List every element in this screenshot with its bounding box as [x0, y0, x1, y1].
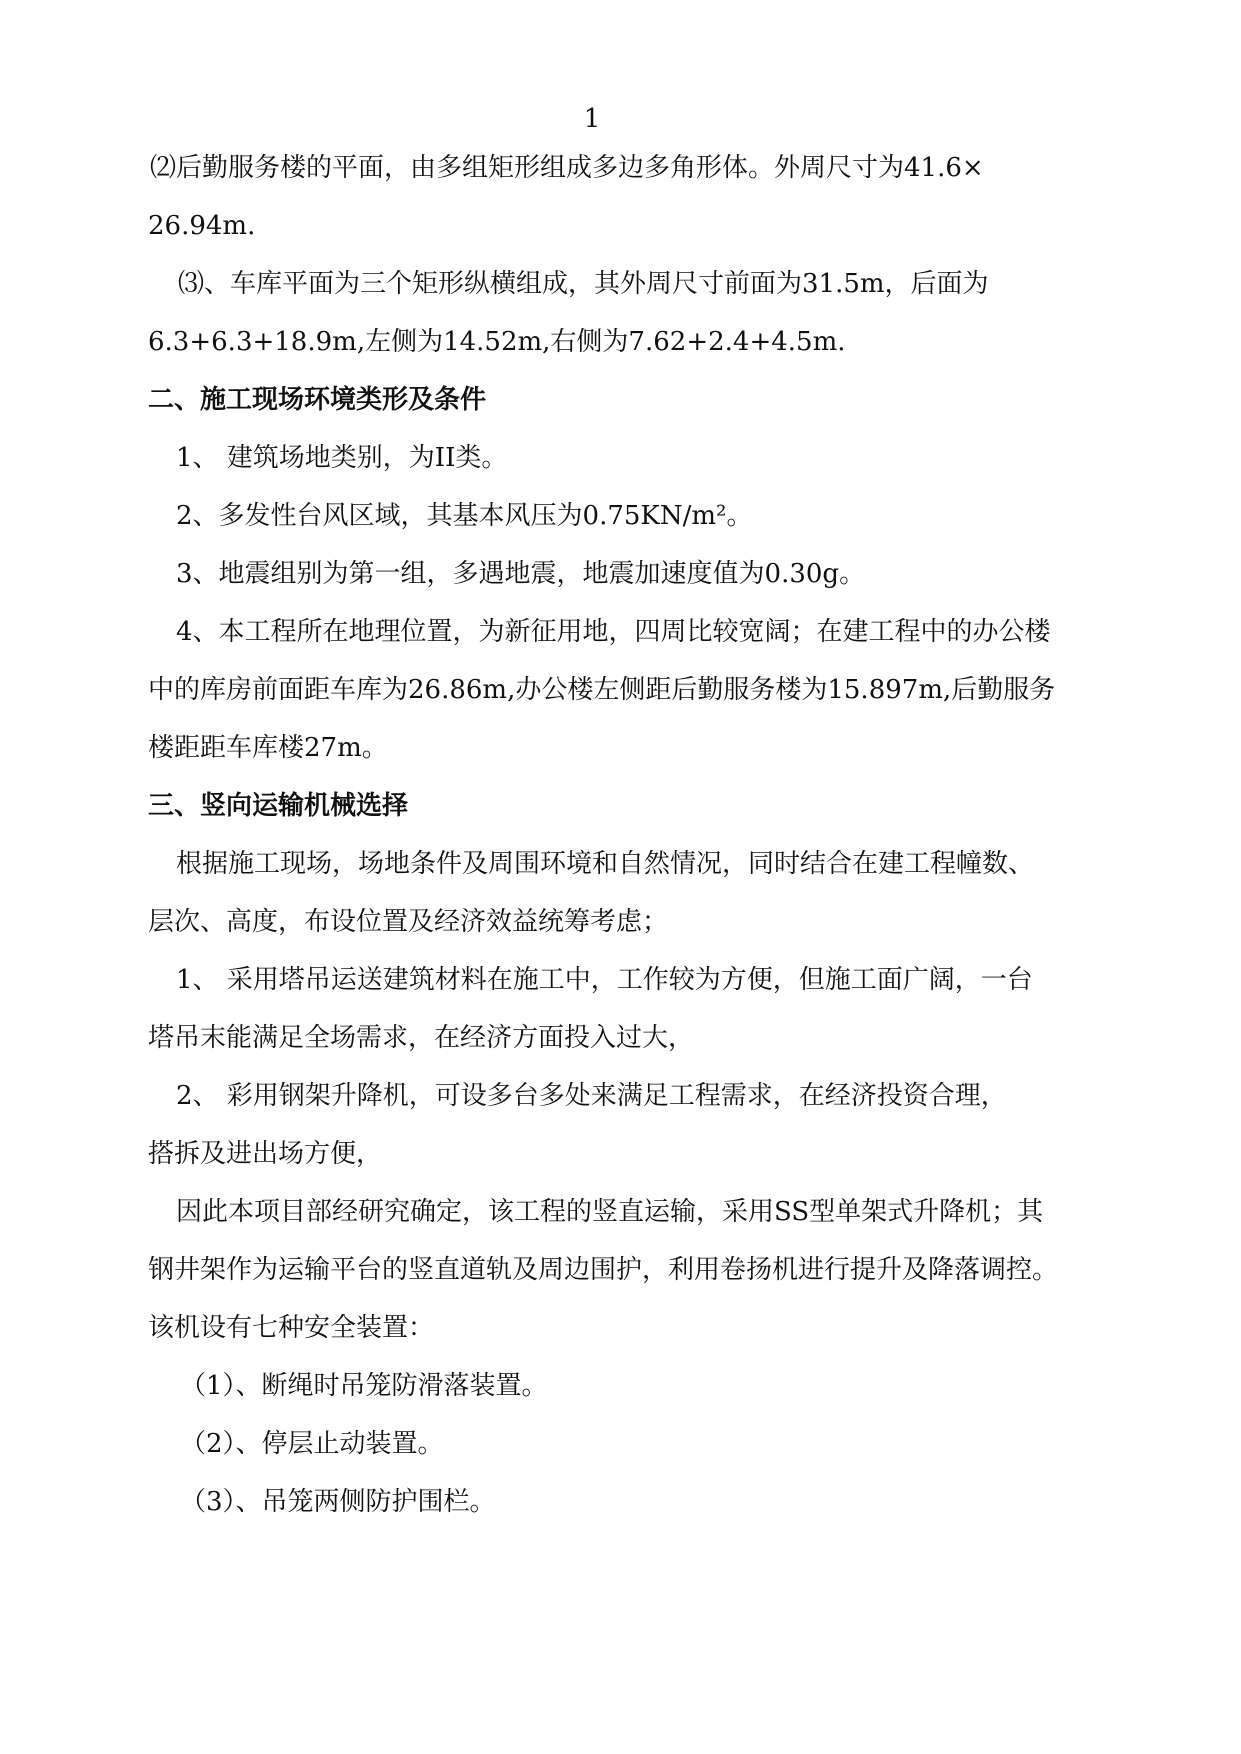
text-line-22: （1）、断绳时吊笼防滑落装置。 [180, 1371, 548, 1401]
text-line-16: 塔吊末能满足全场需求，在经济方面投入过大， [148, 1023, 695, 1053]
text-line-6: 1、 建筑场地类别，为II类。 [176, 443, 508, 473]
text-line-23: （2）、停层止动装置。 [180, 1429, 444, 1459]
text-line-24: （3）、吊笼两侧防护围栏。 [180, 1487, 496, 1517]
text-line-9: 4、本工程所在地理位置，为新征用地，四周比较宽阔；在建工程中的办公楼 [176, 617, 1051, 647]
text-line-2: 26.94m. [148, 211, 256, 241]
text-line-20: 钢井架作为运输平台的竖直道轨及周边围护，利用卷扬机进行提升及降落调控。 [148, 1255, 1059, 1285]
page-number: 1 [583, 104, 601, 134]
text-line-13: 根据施工现场，场地条件及周围环境和自然情况，同时结合在建工程幢数、 [176, 849, 1035, 879]
text-line-19: 因此本项目部经研究确定，该工程的竖直运输，采用SS型单架式升降机；其 [176, 1197, 1044, 1227]
text-line-11: 楼距距车库楼27m。 [148, 733, 388, 763]
text-line-14: 层次、高度，布设位置及经济效益统筹考虑； [148, 907, 669, 937]
section-heading-2: 二、施工现场环境类形及条件 [148, 385, 487, 415]
text-line-10: 中的库房前面距车库为26.86m,办公楼左侧距后勤服务楼为15.897m,后勤服务 [148, 675, 1056, 705]
text-line-18: 搭拆及进出场方便， [148, 1139, 383, 1169]
text-line-3: ⑶、车库平面为三个矩形纵横组成，其外周尺寸前面为31.5m，后面为 [178, 269, 989, 299]
text-line-4: 6.3+6.3+18.9m,左侧为14.52m,右侧为7.62+2.4+4.5m. [148, 327, 846, 357]
text-line-7: 2、多发性台风区域，其基本风压为0.75KN/m²。 [176, 501, 753, 531]
text-line-8: 3、地震组别为第一组，多遇地震，地震加速度值为0.30g。 [176, 559, 866, 589]
text-line-17: 2、 彩用钢架升降机，可设多台多处来满足工程需求，在经济投资合理， [176, 1081, 1007, 1111]
text-line-1: ⑵后勤服务楼的平面，由多组矩形组成多边多角形体。外周尺寸为41.6× [150, 153, 984, 183]
text-line-15: 1、 采用塔吊运送建筑材料在施工中，工作较为方便，但施工面广阔，一台 [176, 965, 1033, 995]
text-line-21: 该机设有七种安全装置： [148, 1313, 435, 1343]
section-heading-3: 三、竖向运输机械选择 [148, 791, 409, 821]
